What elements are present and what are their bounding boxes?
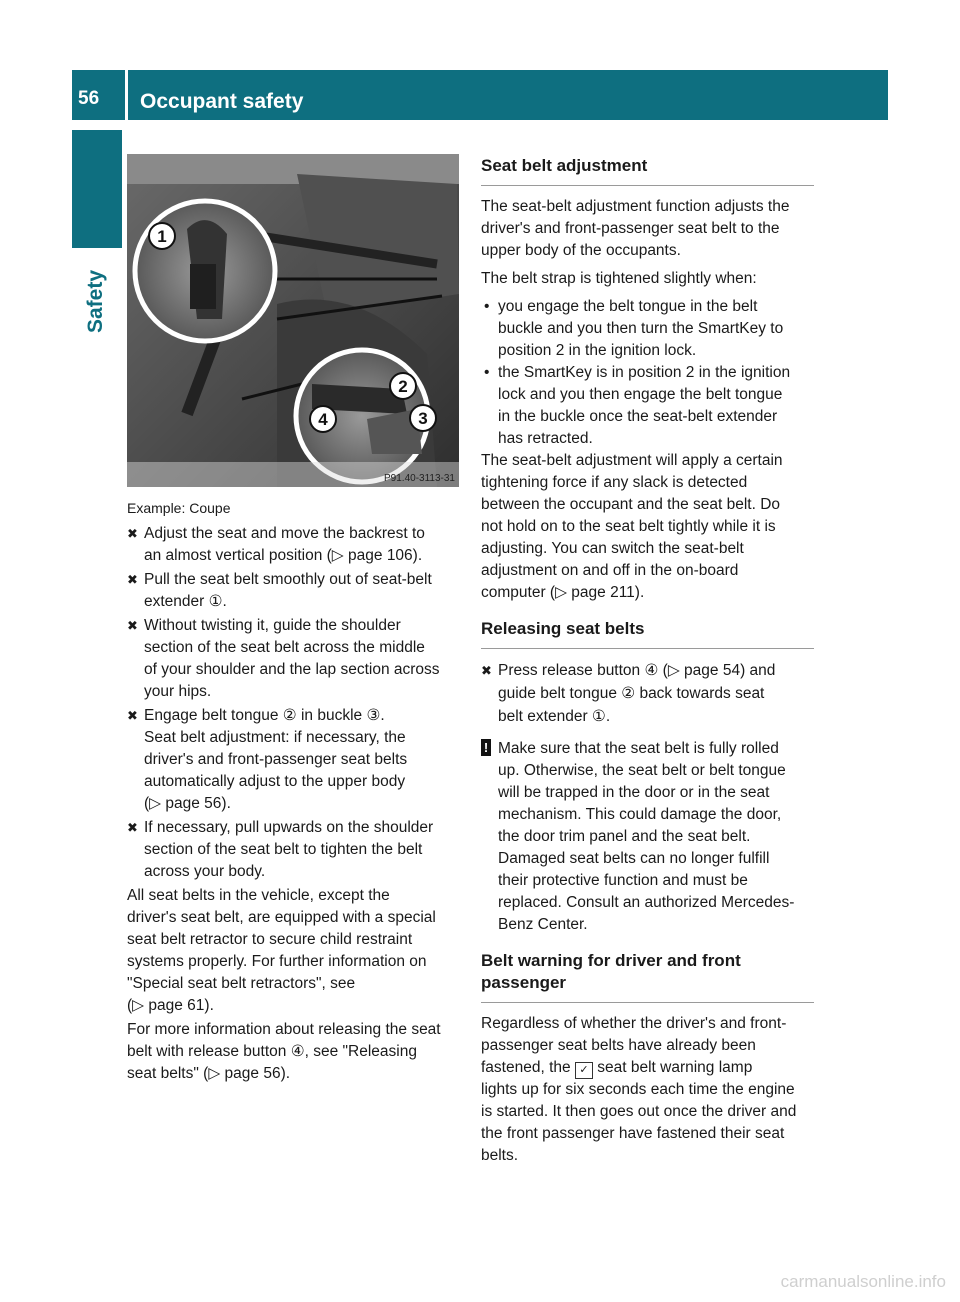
footer-watermark: carmanualsonline.info xyxy=(780,1272,946,1291)
section-heading: Seat belt adjustment xyxy=(481,155,814,186)
step-arrow-icon: ✖ xyxy=(127,820,138,835)
step-arrow-icon: ✖ xyxy=(127,526,138,541)
step-arrow-icon: ✖ xyxy=(127,572,138,587)
step-arrow-icon: ✖ xyxy=(127,618,138,633)
paragraph: The seat-belt adjustment will apply a certain tightening force if any slack is detected between the occupant and the seat belt. Do not hold on to the seat belt tightly while it is adjusting. You can switch the seat-belt adjustment on and off in the on-board computer (▷ page 211). xyxy=(481,452,783,601)
warning-icon: ! xyxy=(481,739,491,756)
paragraph: The belt strap is tightened slightly when: xyxy=(481,270,757,287)
bullet-icon: • xyxy=(484,364,490,381)
paragraph: For more information about releasing the seat belt with release button ④, see "Releasing seat belts" (▷ page 56). xyxy=(127,1021,441,1082)
paragraph: All seat belts in the vehicle, except the driver's seat belt, are equipped with a special seat belt retractor to secure child restraint systems properly. For further information on "Special seat belt retractors", see (▷ page 61). xyxy=(127,887,436,1014)
callout-4: 4 xyxy=(318,410,328,429)
seat-belt-illustration xyxy=(127,154,459,487)
callout-2: 2 xyxy=(398,377,408,396)
figure-caption: Example: Coupe xyxy=(127,500,231,516)
step-item: ✖ Without twisting it, guide the shoulder section of the seat belt across the middle of your shoulder and the lap section across your hips. xyxy=(127,617,440,700)
step-item: ✖ Engage belt tongue ② in buckle ③. Seat belt adjustment: if necessary, the driver's and front-passenger seat belts automatically adjust to the upper body (▷ page 56). xyxy=(127,707,408,812)
step-item: ✖ Adjust the seat and move the backrest to an almost vertical position (▷ page 106). xyxy=(127,525,425,564)
step-arrow-icon: ✖ xyxy=(481,663,492,678)
step-arrow-icon: ✖ xyxy=(127,708,138,723)
section-label: Safety xyxy=(84,269,107,333)
figure-code: P91.40-3113-31 xyxy=(384,473,455,484)
left-column xyxy=(127,497,462,1087)
page-title: Occupant safety xyxy=(140,90,304,113)
seat-belt-warning-lamp-icon: ✓ xyxy=(575,1062,593,1079)
list-item: • the SmartKey is in position 2 in the ignition lock and you then engage the belt tongue in the buckle once the seat-belt extender has retracted. xyxy=(484,364,791,447)
step-item: ✖ If necessary, pull upwards on the shoulder section of the seat belt to tighten the belt across your body. xyxy=(127,819,434,880)
header-divider xyxy=(125,70,128,120)
callout-3: 3 xyxy=(418,409,428,428)
section-tab xyxy=(72,130,122,248)
paragraph: Regardless of whether the driver's and front- passenger seat belts have already been fastened, the ✓ seat belt warning lamp lights up for six seconds each time the engine is started. It then goes out once the driver and the front passenger have fastened their seat belts. xyxy=(481,1015,797,1164)
step-item: ✖ Press release button ④ (▷ page 54) and guide belt tongue ② back towards seat belt extender ①. xyxy=(481,659,814,728)
bullet-icon: • xyxy=(484,298,490,315)
callout-1: 1 xyxy=(157,227,167,246)
right-column xyxy=(481,155,814,1169)
section-heading: Belt warning for driver and front passenger xyxy=(481,950,814,1003)
page-number: 56 xyxy=(78,88,100,109)
section-heading: Releasing seat belts xyxy=(481,618,814,649)
step-item: ✖ Pull the seat belt smoothly out of seat-belt extender ①. xyxy=(127,571,432,610)
list-item: • you engage the belt tongue in the belt buckle and you then turn the SmartKey to position 2 in the ignition lock. xyxy=(484,298,784,359)
paragraph: The seat-belt adjustment function adjusts the driver's and front-passenger seat belt to the upper body of the occupants. xyxy=(481,198,790,259)
warning-note: ! Make sure that the seat belt is fully rolled up. Otherwise, the seat belt or belt tongue will be trapped in the door or in the seat mechanism. This could damage the door, the door trim panel and the seat belt. Damaged seat belts can no longer fulfill their protective function and must be replaced. Consult an authorized Mercedes- Benz Center. xyxy=(481,738,814,936)
